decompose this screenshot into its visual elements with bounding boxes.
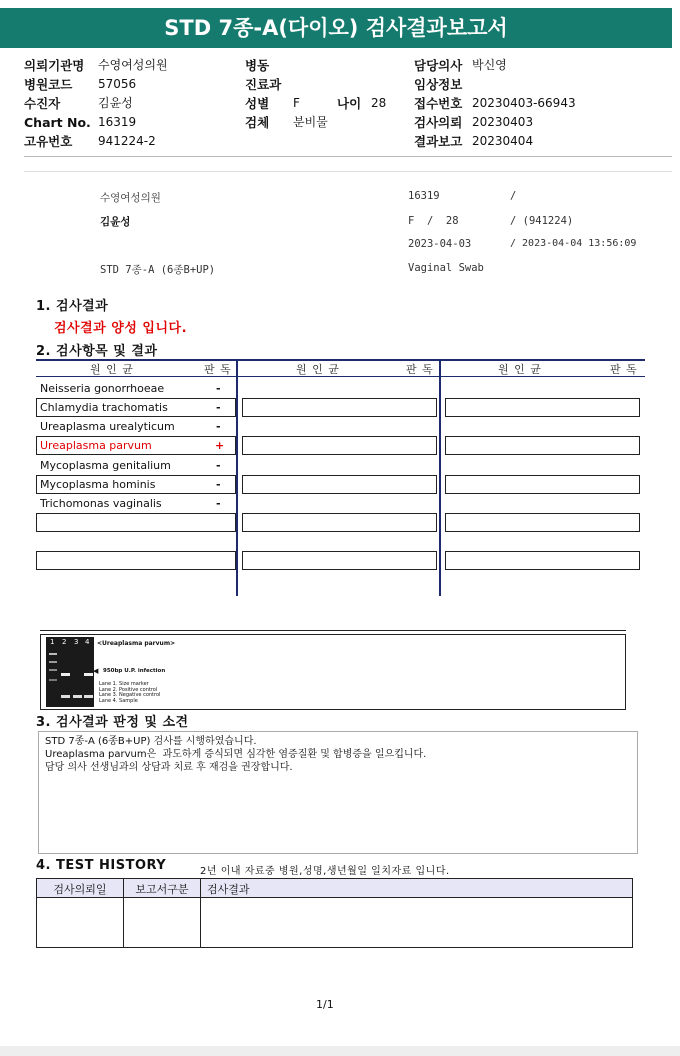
gel-legend-item: Lane 3. Negative control xyxy=(99,692,161,699)
meta-value: 20230404 xyxy=(472,134,534,148)
row-box-empty xyxy=(242,551,437,570)
meta-label: 의뢰기관명 xyxy=(24,58,85,73)
row-box-empty xyxy=(445,475,640,494)
meta-label: 고유번호 xyxy=(24,134,73,149)
meta-value: 28 xyxy=(371,96,387,110)
history-note: 2년 이내 자료중 병원,성명,생년월일 일치자료 입니다. xyxy=(200,866,450,877)
opinion-line: Ureaplasma parvum은 과도하게 증식되면 심각한 염증질환 및 합병증을 일으킵니다. xyxy=(45,749,427,760)
meta-row xyxy=(414,132,664,151)
gel-title: <Ureaplasma parvum> xyxy=(97,640,176,647)
gel-band xyxy=(49,661,57,663)
history-col-head: 검사결과 xyxy=(207,883,250,896)
meta-label: 수진자 xyxy=(24,96,61,111)
meta-row xyxy=(24,113,234,132)
section-1-title: 1. 검사결과 xyxy=(36,299,109,314)
meta-row xyxy=(24,94,234,113)
meta-row xyxy=(24,56,234,75)
organism-result: - xyxy=(216,478,221,491)
row-box-empty xyxy=(445,398,640,417)
row-box-empty xyxy=(242,475,437,494)
gel-legend-item: Lane 2. Positive control xyxy=(99,686,158,693)
organism-name: Trichomonas vaginalis xyxy=(40,497,162,510)
meta-divider-2 xyxy=(24,171,672,172)
gel-band xyxy=(49,679,57,681)
section-2-title: 2. 검사항목 및 결과 xyxy=(36,344,158,359)
meta-label: 검사의뢰 xyxy=(414,115,463,130)
patient-info-col1 xyxy=(24,56,234,151)
meta-value: 20230403-66943 xyxy=(472,96,576,110)
meta-row xyxy=(245,94,405,113)
summary-test: STD 7종-A (6종B+UP) xyxy=(100,264,216,276)
organism-result-positive: + xyxy=(215,439,225,452)
gel-panel xyxy=(40,634,626,710)
meta-label: 진료과 xyxy=(245,77,282,92)
history-col-divider xyxy=(123,879,124,947)
meta-row xyxy=(245,75,405,94)
column-divider xyxy=(236,360,238,596)
organism-result: - xyxy=(216,401,221,414)
col-head-result-2: 판 독 xyxy=(406,363,434,376)
meta-label: 임상정보 xyxy=(414,77,463,92)
gel-band xyxy=(49,653,57,655)
meta-divider xyxy=(24,156,672,157)
meta-value: F xyxy=(293,96,300,110)
section-3-title: 3. 검사결과 판정 및 소견 xyxy=(36,715,189,730)
section-4-title: 4. TEST HISTORY xyxy=(36,858,167,873)
meta-value: 57056 xyxy=(98,77,137,91)
meta-row xyxy=(245,113,405,132)
meta-value: 941224-2 xyxy=(98,134,156,148)
meta-value: 김윤성 xyxy=(98,96,133,110)
row-box-empty xyxy=(36,551,236,570)
page-number: 1/1 xyxy=(316,998,334,1011)
summary-specimen: Vaginal Swab xyxy=(408,262,484,274)
gel-lane-label: 3 xyxy=(74,638,79,646)
column-divider xyxy=(439,360,441,596)
summary-sex-age: F / 28 xyxy=(408,215,459,227)
meta-label: 접수번호 xyxy=(414,96,463,111)
row-box-empty xyxy=(36,513,236,532)
organism-result: - xyxy=(216,420,221,433)
meta-label: 병동 xyxy=(245,58,270,73)
organism-result: - xyxy=(216,382,221,395)
col-head-result-1: 판 독 xyxy=(204,363,232,376)
gel-image xyxy=(46,637,94,707)
meta-row xyxy=(414,94,664,113)
row-box-empty xyxy=(445,436,640,455)
row-box-empty xyxy=(445,513,640,532)
summary-birth: / (941224) xyxy=(510,215,574,227)
gel-band xyxy=(49,669,57,671)
opinion-line: STD 7종-A (6종B+UP) 검사를 시행하였습니다. xyxy=(45,736,257,747)
patient-info-col2 xyxy=(245,56,405,132)
patient-info-col3 xyxy=(414,56,664,151)
organism-name: Ureaplasma urealyticum xyxy=(40,420,175,433)
meta-row xyxy=(24,132,234,151)
meta-row xyxy=(414,75,664,94)
row-box-empty xyxy=(445,551,640,570)
gel-lane-label: 2 xyxy=(62,638,67,646)
page-bottom-band xyxy=(0,1046,680,1056)
organism-name: Chlamydia trachomatis xyxy=(40,401,168,414)
col-head-result-3: 판 독 xyxy=(610,363,638,376)
gel-lane-label: 1 xyxy=(50,638,55,646)
meta-row xyxy=(414,113,664,132)
meta-value: 20230403 xyxy=(472,115,534,129)
gel-band xyxy=(84,673,93,676)
meta-label: 성별 xyxy=(245,96,270,111)
meta-label: 병원코드 xyxy=(24,77,73,92)
meta-row xyxy=(24,75,234,94)
row-box-empty xyxy=(242,513,437,532)
report-title: STD 7종-A(다이오) 검사결과보고서 xyxy=(0,8,672,48)
opinion-box xyxy=(38,731,638,854)
meta-label: 나이 xyxy=(337,96,362,111)
meta-value: 박신영 xyxy=(472,58,507,72)
col-head-organism-1: 원 인 균 xyxy=(90,363,134,376)
gel-legend-item: Lane 1. Size marker xyxy=(99,681,149,687)
summary-slash: / xyxy=(510,190,517,202)
summary-received: 2023-04-03 xyxy=(408,238,472,250)
summary-chart: 16319 xyxy=(408,190,440,202)
gel-band-label: 950bp U.P. infection xyxy=(103,668,166,674)
summary-clinic: 수영여성의원 xyxy=(100,192,161,204)
col-head-organism-2: 원 인 균 xyxy=(296,363,340,376)
organism-name: Neisseria gonorrhoeae xyxy=(40,382,165,395)
organism-result: - xyxy=(216,459,221,472)
meta-value: 분비물 xyxy=(293,115,328,129)
meta-label: Chart No. xyxy=(24,115,91,130)
meta-row xyxy=(245,56,405,75)
history-col-divider xyxy=(200,879,201,947)
gel-legend-item: Lane 4. Sample xyxy=(99,698,138,705)
meta-label: 결과보고 xyxy=(414,134,463,149)
gel-divider xyxy=(40,630,626,631)
meta-label: 검체 xyxy=(245,115,270,130)
history-col-head: 검사의뢰일 xyxy=(53,883,107,896)
gel-band xyxy=(61,695,70,698)
history-col-head: 보고서구분 xyxy=(135,883,189,896)
meta-value: 수영여성의원 xyxy=(98,58,168,72)
organism-result: - xyxy=(216,497,221,510)
opinion-line: 담당 의사 선생님과의 상담과 치료 후 재검을 권장합니다. xyxy=(45,762,293,773)
col-head-organism-3: 원 인 균 xyxy=(498,363,542,376)
organism-name: Mycoplasma genitalium xyxy=(40,459,171,472)
summary-name: 김윤성 xyxy=(100,216,131,228)
gel-band-arrow: ◀ xyxy=(93,667,99,675)
row-box-empty xyxy=(242,398,437,417)
gel-band xyxy=(61,673,70,676)
summary-reported: / 2023-04-04 13:56:09 xyxy=(510,238,637,249)
gel-lane-label: 4 xyxy=(85,638,90,646)
organism-name: Mycoplasma hominis xyxy=(40,478,156,491)
positive-result-text: 검사결과 양성 입니다. xyxy=(54,321,188,336)
gel-legend xyxy=(99,682,160,705)
gel-band xyxy=(84,695,93,698)
row-box-empty xyxy=(242,436,437,455)
meta-value: 16319 xyxy=(98,115,137,129)
history-table xyxy=(36,878,633,948)
meta-row xyxy=(414,56,664,75)
organism-name-positive: Ureaplasma parvum xyxy=(40,439,152,452)
gel-band xyxy=(73,695,82,698)
meta-label: 담당의사 xyxy=(414,58,463,73)
